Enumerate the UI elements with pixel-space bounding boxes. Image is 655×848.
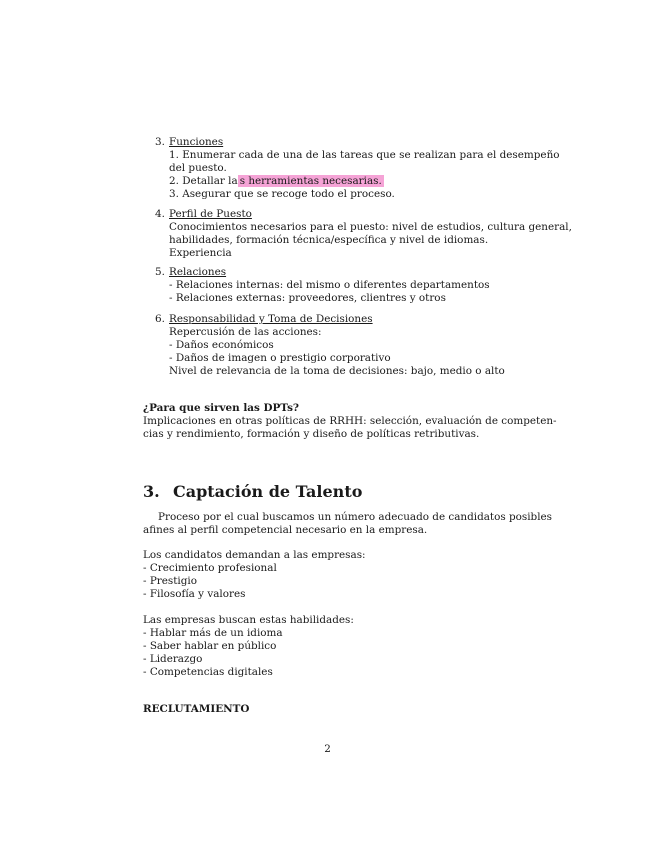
item-line: Nivel de relevancia de la toma de decisiones: bajo, medio o alto bbox=[169, 365, 505, 377]
section-title: Captación de Talento bbox=[173, 482, 363, 501]
item-line: Experiencia bbox=[169, 247, 232, 259]
item-heading: Relaciones bbox=[169, 266, 227, 278]
intro-line: afines al perfil competencial necesario en la empresa. bbox=[143, 524, 428, 536]
line-prefix: 2. Detallar la bbox=[169, 175, 238, 187]
recruitment-heading: RECLUTAMIENTO bbox=[143, 703, 250, 715]
item-line: del puesto. bbox=[169, 162, 227, 174]
section-number: 3. bbox=[143, 482, 160, 501]
dpt-question-title: ¿Para que sirven las DPTs? bbox=[143, 402, 300, 414]
list-number: 3. bbox=[155, 136, 165, 148]
list-number: 4. bbox=[155, 208, 165, 220]
item-line-highlighted bbox=[169, 175, 525, 188]
item-heading: Responsabilidad y Toma de Decisiones bbox=[169, 313, 373, 325]
list-item: - Prestigio bbox=[143, 575, 197, 587]
list-item: - Competencias digitales bbox=[143, 666, 273, 678]
dpt-question-line: cias y rendimiento, formación y diseño de políticas retributivas. bbox=[143, 428, 480, 440]
page-number: 2 bbox=[324, 743, 331, 755]
companies-heading: Las empresas buscan estas habilidades: bbox=[143, 614, 354, 626]
candidates-list bbox=[143, 549, 523, 601]
item-line: habilidades, formación técnica/específica y nivel de idiomas. bbox=[169, 234, 489, 246]
item-line: - Relaciones externas: proveedores, clientres y otros bbox=[169, 292, 446, 304]
item-line: Repercusión de las acciones: bbox=[169, 326, 322, 338]
dpt-question-line: Implicaciones en otras políticas de RRHH: selección, evaluación de competen- bbox=[143, 415, 557, 427]
item-line: 1. Enumerar cada de una de las tareas que se realizan para el desempeño bbox=[169, 149, 560, 161]
intro-line: Proceso por el cual buscamos un número adecuado de candidatos posibles bbox=[158, 511, 553, 523]
item-heading: Perfil de Puesto bbox=[169, 208, 252, 220]
highlighted-text: s herramientas necesarias. bbox=[239, 175, 382, 187]
dpt-question bbox=[143, 402, 557, 441]
companies-list bbox=[143, 614, 523, 679]
list-item: - Hablar más de un idioma bbox=[143, 627, 283, 639]
item-line: - Relaciones internas: del mismo o diferentes departamentos bbox=[169, 279, 490, 291]
item-line: Conocimientos necesarios para el puesto: nivel de estudios, cultura general, bbox=[169, 221, 572, 233]
list-item: - Filosofía y valores bbox=[143, 588, 246, 600]
list-item: - Saber hablar en público bbox=[143, 640, 277, 652]
item-heading: Funciones bbox=[169, 136, 224, 148]
list-number: 6. bbox=[155, 313, 165, 325]
list-number: 5. bbox=[155, 266, 165, 278]
intro-paragraph bbox=[143, 511, 553, 537]
section-heading bbox=[143, 482, 362, 502]
item-line: - Daños de imagen o prestigio corporativo bbox=[169, 352, 391, 364]
list-item: - Crecimiento profesional bbox=[143, 562, 277, 574]
item-line: 3. Asegurar que se recoge todo el proceso. bbox=[169, 188, 395, 200]
candidates-heading: Los candidatos demandan a las empresas: bbox=[143, 549, 366, 561]
item-line: - Daños económicos bbox=[169, 339, 274, 351]
list-item: - Liderazgo bbox=[143, 653, 203, 665]
